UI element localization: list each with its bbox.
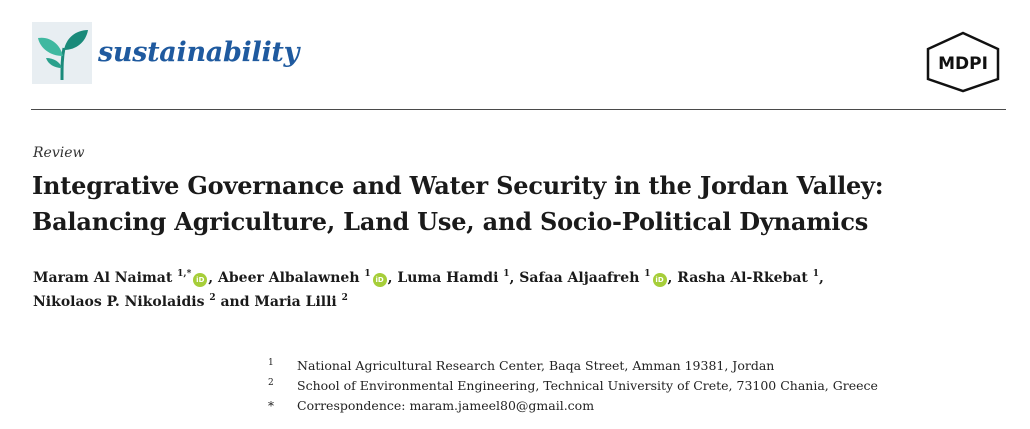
affiliation-list <box>268 356 1008 416</box>
article-title <box>32 168 1017 240</box>
author-name: Luma Hamdi <box>397 270 499 286</box>
author-name: Nikolaos P. Nikolaidis <box>33 294 205 310</box>
separator: and <box>215 294 255 310</box>
orcid-icon[interactable]: iD <box>193 273 207 287</box>
leaf-sprout-icon <box>32 22 92 84</box>
article-type: Review <box>33 145 85 161</box>
author-name: Maria Lilli <box>254 294 337 310</box>
author-affiliation-mark: 2 <box>209 293 216 303</box>
separator: , <box>208 270 219 286</box>
orcid-icon[interactable]: iD <box>653 273 667 287</box>
separator: , <box>387 270 398 286</box>
affiliation-text: National Agricultural Research Center, Baqa Street, Amman 19381, Jordan <box>297 358 775 373</box>
correspondence-mark: * <box>268 399 274 413</box>
orcid-icon[interactable]: iD <box>373 273 387 287</box>
header-divider <box>31 109 1006 110</box>
separator: , <box>819 270 824 286</box>
author-affiliation-mark: 1 <box>364 269 371 279</box>
author-affiliation-mark: 1 <box>644 269 651 279</box>
author-name: Rasha Al-Rkebat <box>677 270 808 286</box>
title-line-1: Integrative Governance and Water Security in the Jordan Valley: <box>32 171 884 200</box>
affiliation-mark: 2 <box>268 378 274 388</box>
author-affiliation-mark: 1 <box>812 269 820 279</box>
separator: , <box>509 270 520 286</box>
title-line-2: Balancing Agriculture, Land Use, and Socio-Political Dynamics <box>32 207 869 236</box>
author-affiliation-mark: 1 <box>503 269 510 279</box>
separator: , <box>667 270 678 286</box>
publisher-name: MDPI <box>938 54 988 74</box>
correspondence-email[interactable]: Correspondence: maram.jameel80@gmail.com <box>297 398 595 413</box>
author-line-2 <box>33 290 1013 314</box>
author-list <box>33 266 1013 314</box>
author-name: Safaa Aljaafreh <box>519 270 640 286</box>
affiliation-item <box>268 376 1008 396</box>
affiliation-item <box>268 356 1008 376</box>
author-line-1 <box>33 266 1013 290</box>
mdpi-logo <box>924 31 1002 93</box>
correspondence-item <box>268 396 1008 416</box>
author-affiliation-mark: 1,* <box>177 269 192 279</box>
affiliation-text: School of Environmental Engineering, Technical University of Crete, 73100 Chania, Greece <box>297 378 878 393</box>
author-name: Maram Al Naimat <box>33 270 173 286</box>
author-name: Abeer Albalawneh <box>218 270 360 286</box>
journal-name: sustainability <box>98 37 299 68</box>
author-affiliation-mark: 2 <box>341 293 348 303</box>
affiliation-mark: 1 <box>268 358 274 368</box>
